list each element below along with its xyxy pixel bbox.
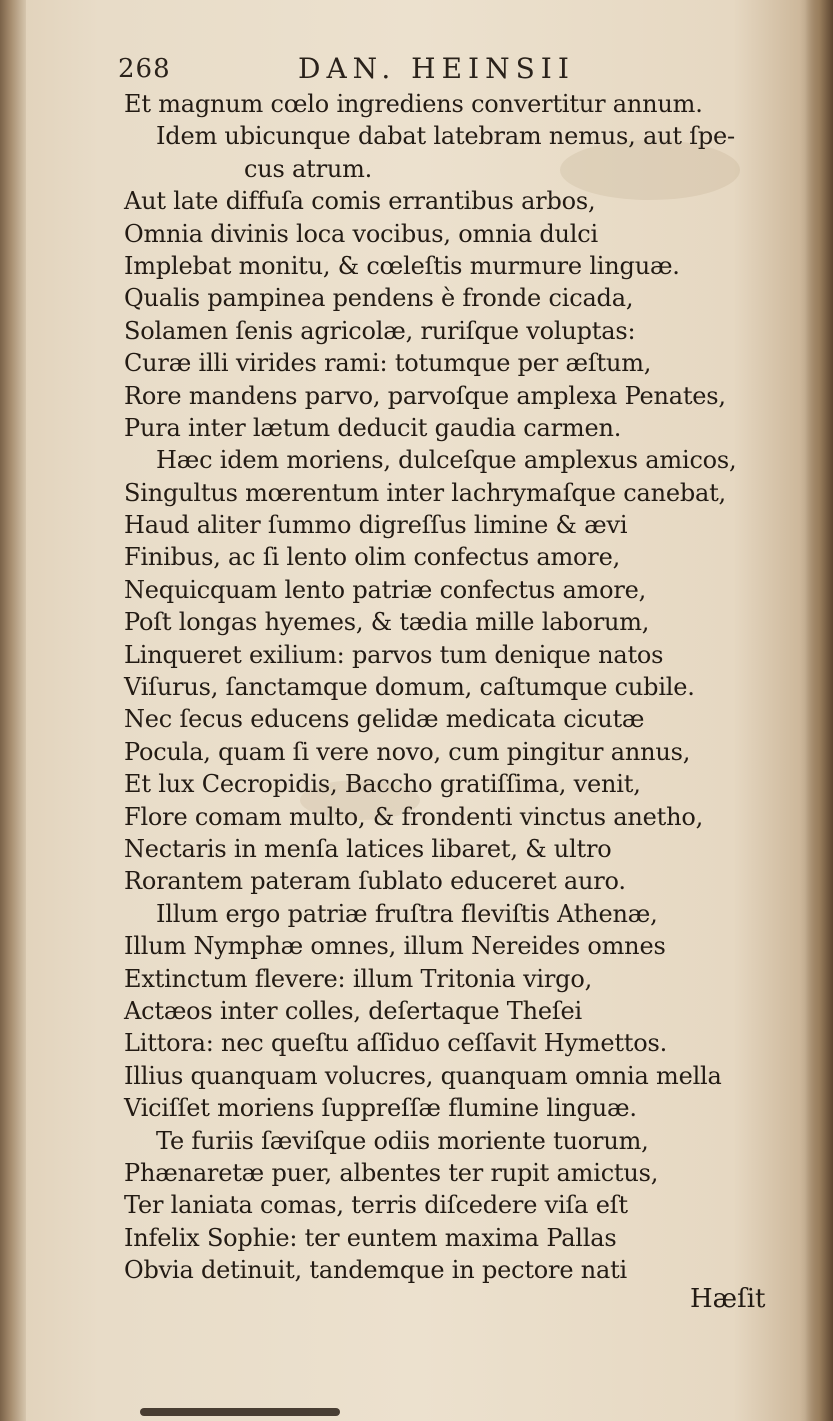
running-head: DAN. HEINSII: [298, 52, 575, 85]
verse-line: Illius quanquam volucres, quanquam omnia mella: [124, 1061, 722, 1090]
verse-line: Illum Nymphæ omnes, illum Nereides omnes: [124, 932, 666, 961]
verse-line: Rore mandens parvo, parvoſque amplexa Penates,: [124, 381, 726, 410]
poem-text: [124, 88, 784, 1286]
page-edge: [805, 0, 833, 1421]
verse-line: Obvia detinuit, tandemque in pectore nati: [124, 1256, 628, 1285]
binding-shadow: [140, 1408, 340, 1416]
verse-line: Implebat monitu, & cœleſtis murmure linguæ.: [124, 251, 680, 280]
verse-line: Idem ubicunque dabat latebram nemus, aut ſpe-: [156, 122, 735, 151]
verse-line: Pura inter lætum deducit gaudia carmen.: [124, 413, 622, 442]
verse-line: Linqueret exilium: parvos tum denique natos: [124, 640, 664, 669]
verse-line: Poſt longas hyemes, & tædia mille laborum,: [124, 608, 650, 637]
verse-line: Phænaretæ puer, albentes ter rupit amictus,: [124, 1158, 659, 1187]
verse-line: Flore comam multo, & frondenti vinctus anetho,: [124, 802, 704, 831]
verse-line: Singultus mœrentum inter lachrymaſque canebat,: [124, 478, 726, 507]
verse-line: Viciſſet moriens ſuppreſſæ flumine linguæ.: [124, 1094, 637, 1123]
verse-line: Ter laniata comas, terris diſcedere viſa eſt: [124, 1191, 628, 1220]
verse-line: Nequicquam lento patriæ confectus amore,: [124, 575, 647, 604]
page-header: [118, 52, 718, 88]
binding-gutter: [0, 0, 26, 1421]
verse-line: Littora: nec queſtu aſſiduo ceſſavit Hymettos.: [124, 1029, 668, 1058]
verse-line: Te furiis ſæviſque odiis moriente tuorum,: [156, 1126, 649, 1155]
verse-line: Et magnum cœlo ingrediens convertitur annum.: [124, 90, 703, 118]
verse-line: Finibus, ac ſi lento olim confectus amore,: [124, 543, 621, 572]
verse-line: Nec ſecus educens gelidæ medicata cicutæ: [124, 705, 645, 734]
verse-line: Aut late diffuſa comis errantibus arbos,: [124, 187, 596, 216]
verse-line: Haud aliter ſummo digreſſus limine & ævi: [124, 511, 628, 540]
verse-line: Omnia divinis loca vocibus, omnia dulci: [124, 219, 598, 248]
verse-line-continuation: cus atrum.: [244, 154, 373, 183]
verse-line: Solamen ſenis agricolæ, ruriſque voluptas:: [124, 316, 636, 345]
verse-line: Illum ergo patriæ fruſtra fleviſtis Athenæ,: [156, 899, 658, 928]
page-number: 268: [118, 54, 171, 84]
verse-line: Nectaris in menſa latices libaret, & ultro: [124, 834, 612, 863]
verse-line: Et lux Cecropidis, Baccho gratiſſima, venit,: [124, 770, 641, 799]
verse-line: Pocula, quam ſi vere novo, cum pingitur annus,: [124, 737, 691, 766]
verse-line: Extinctum flevere: illum Tritonia virgo,: [124, 964, 593, 993]
verse-line: Qualis pampinea pendens è fronde cicada,: [124, 284, 634, 313]
catchword: Hæſit: [690, 1284, 766, 1314]
verse-line: Infelix Sophie: ter euntem maxima Pallas: [124, 1223, 617, 1252]
verse-line: Curæ illi virides rami: totumque per æſtum,: [124, 349, 652, 378]
verse-line: Rorantem pateram ſublato educeret auro.: [124, 867, 626, 896]
verse-line: Actæos inter colles, deſertaque Theſei: [124, 996, 583, 1025]
verse-line: Hæc idem moriens, dulceſque amplexus amicos,: [156, 446, 737, 475]
verse-line: Viſurus, ſanctamque domum, caſtumque cubile.: [124, 673, 695, 702]
